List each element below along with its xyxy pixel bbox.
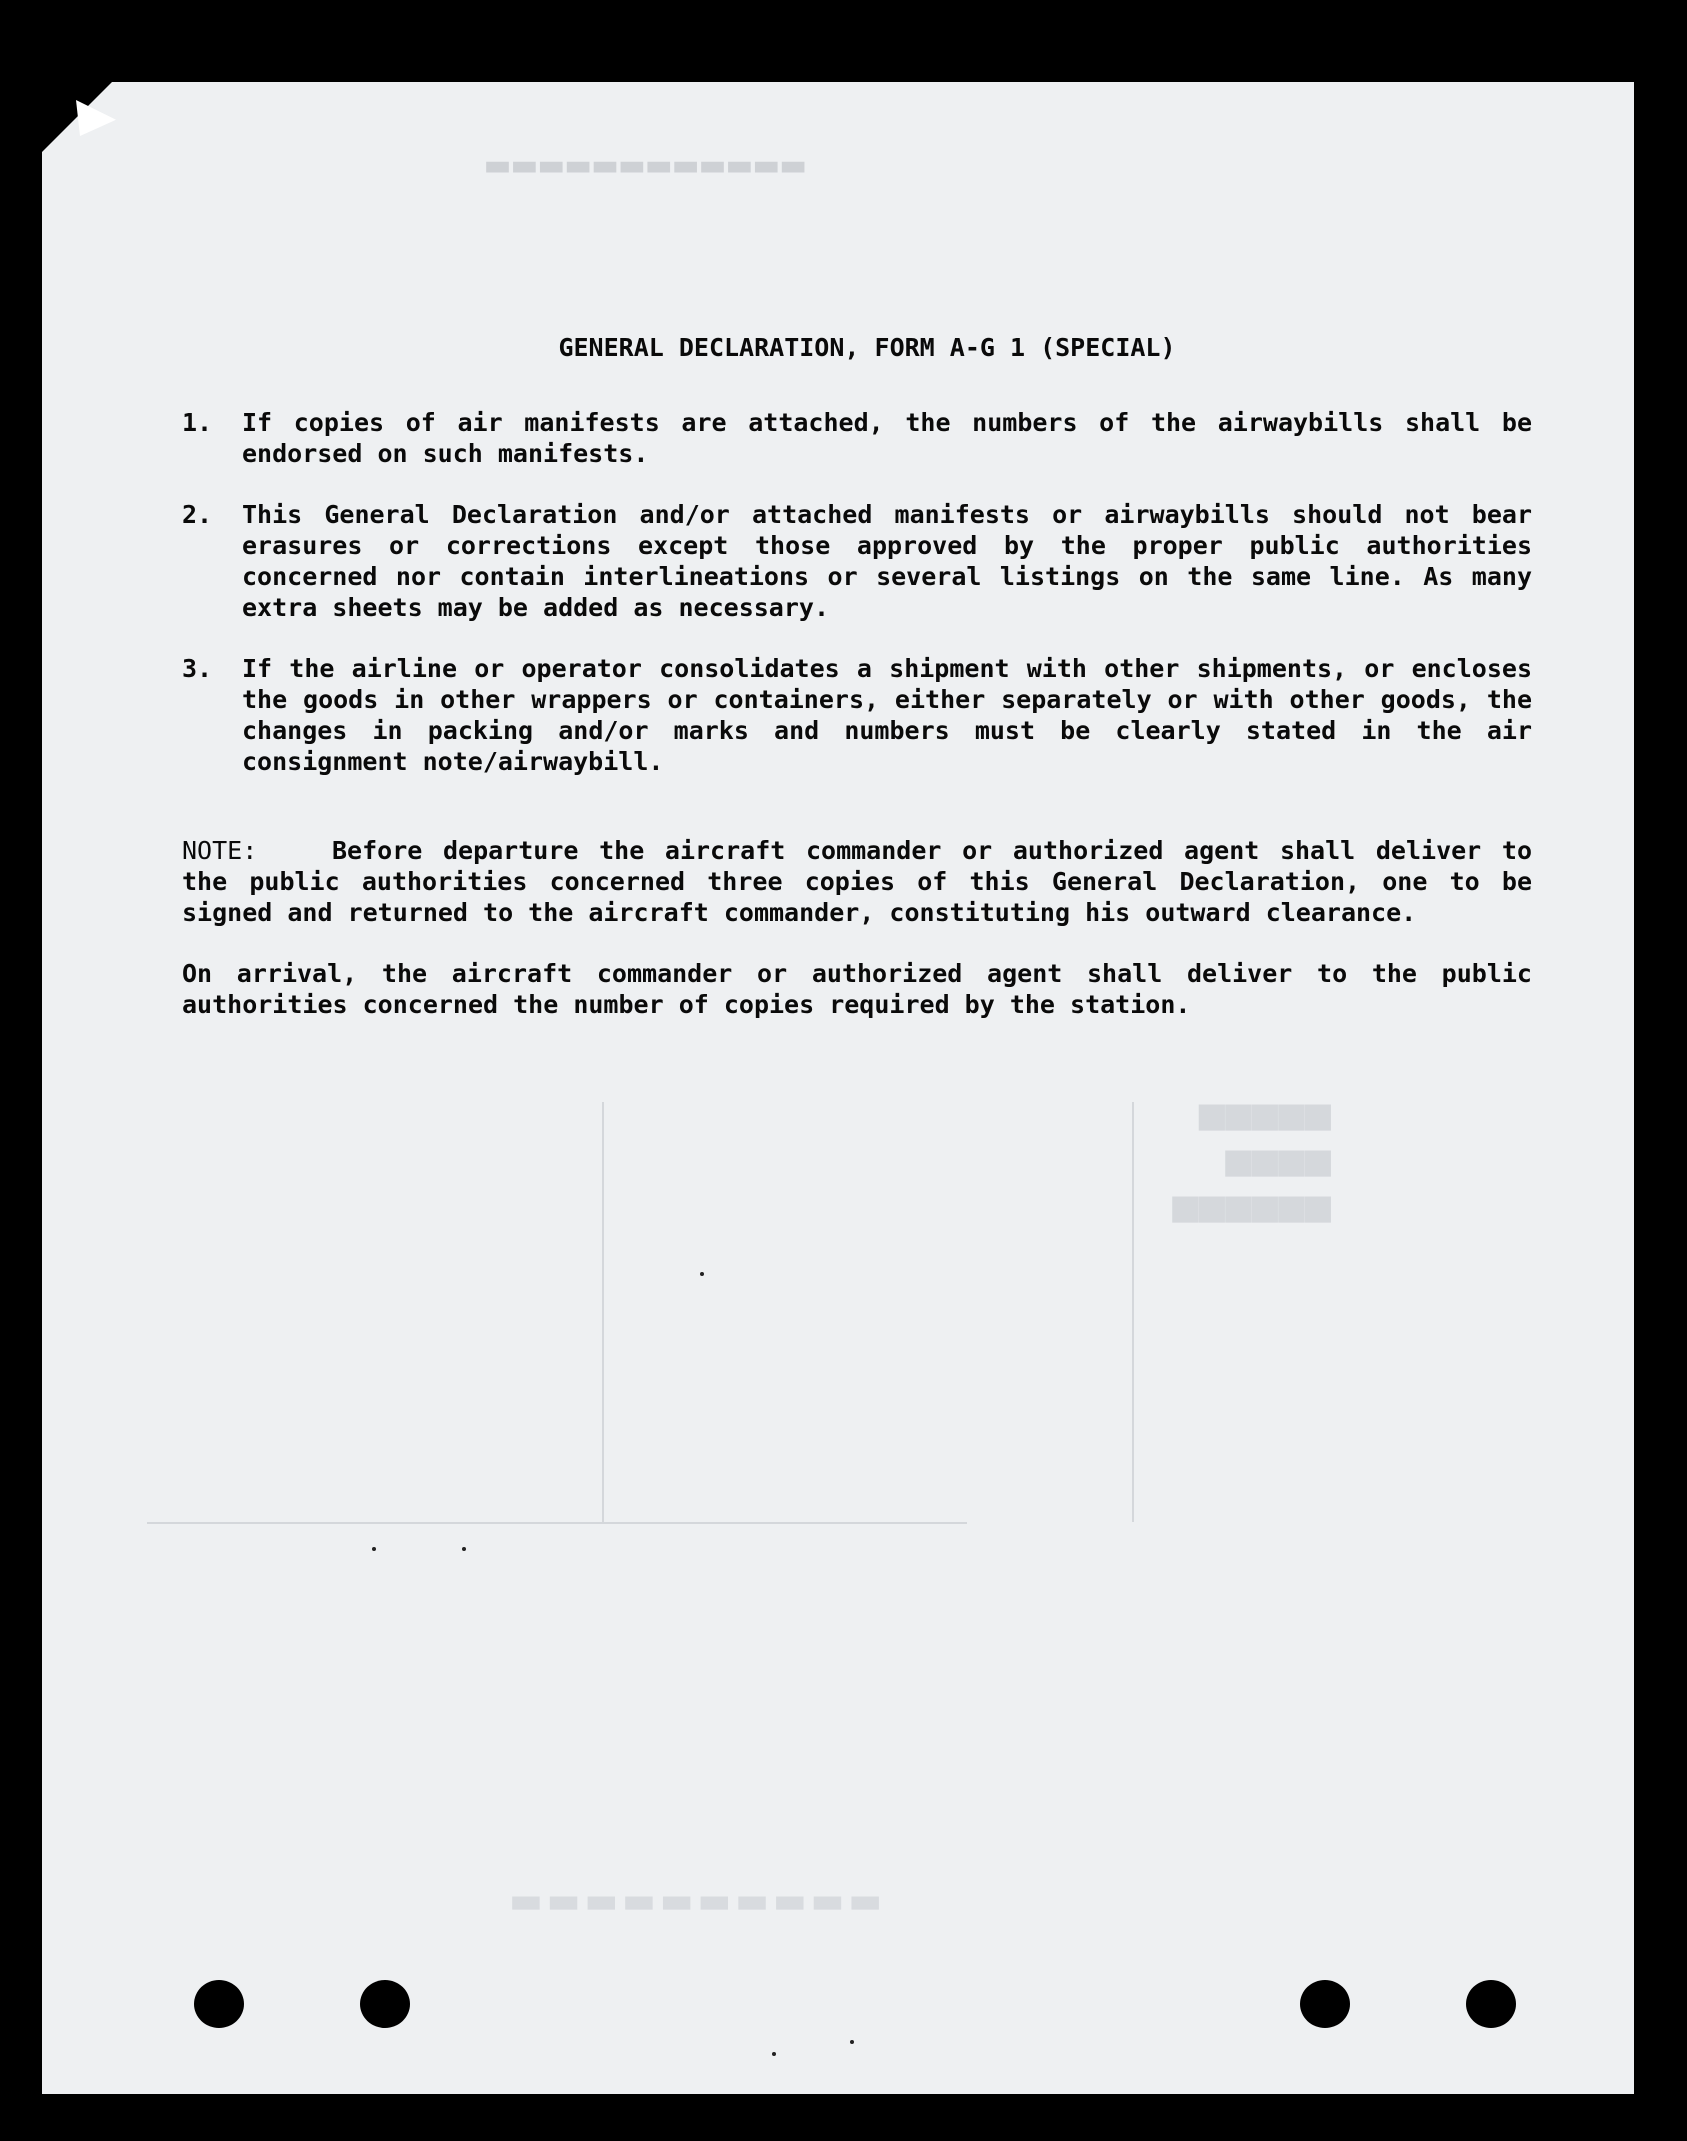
list-item — [182, 653, 1532, 777]
item-number: 1. — [182, 408, 213, 437]
item-text: This General Declaration and/or attached manifests or airwaybills should not bear erasures or corrections except those approved by the proper public authorities concerned nor contain interlineations or several listings on the same line. As many extra sheets may be added as necessary. — [242, 500, 1532, 622]
note-paragraph — [182, 835, 1532, 928]
item-number: 2. — [182, 500, 213, 529]
item-number: 3. — [182, 654, 213, 683]
note-text: Before departure the aircraft commander or authorized agent shall deliver to the public authorities concerned three copies of this General Declaration, one to be signed and returned to the aircraft commander, constituting his outward clearance. — [182, 836, 1532, 927]
bleed-through-text: ▬▬▬▬▬▬▬▬▬▬▬▬ — [482, 142, 805, 186]
list-item — [182, 499, 1532, 623]
item-text: If copies of air manifests are attached, the numbers of the airwaybills shall be endorsed on such manifests. — [242, 408, 1532, 468]
punch-hole — [1466, 1980, 1516, 2028]
page-title: GENERAL DECLARATION, FORM A-G 1 (SPECIAL) — [558, 333, 1176, 362]
punch-hole — [360, 1980, 410, 2028]
instruction-list — [182, 407, 1532, 777]
ink-speck — [700, 1272, 704, 1276]
ink-speck — [372, 1547, 376, 1551]
declaration-body — [182, 332, 1532, 1020]
bleed-through-stamp: ■■■■■ ■■■■ ■■■■■■ — [1172, 1089, 1331, 1232]
ink-speck — [850, 2040, 854, 2044]
item-text: If the airline or operator consolidates a shipment with other shipments, or encloses the goods in other wrappers or containers, either separately or with other goods, the changes in packing and/or marks and numbers must be clearly stated in the air consignment note/airwaybill. — [242, 654, 1532, 776]
note-label: NOTE: — [182, 836, 258, 865]
bleed-through-text: ▬▬▬▬▬▬▬▬▬▬ — [502, 1872, 879, 1926]
punch-hole — [194, 1980, 244, 2028]
arrival-paragraph: On arrival, the aircraft commander or authorized agent shall deliver to the public authorities concerned the number of copies required by the station. — [182, 959, 1532, 1019]
ink-speck — [772, 2052, 776, 2056]
punch-hole — [1300, 1980, 1350, 2028]
list-item — [182, 407, 1532, 469]
ink-speck — [462, 1547, 466, 1551]
bleed-through-line — [147, 1522, 967, 1524]
bleed-through-line — [1132, 1102, 1134, 1522]
bleed-through-line — [602, 1102, 604, 1522]
document-page — [42, 82, 1634, 2094]
